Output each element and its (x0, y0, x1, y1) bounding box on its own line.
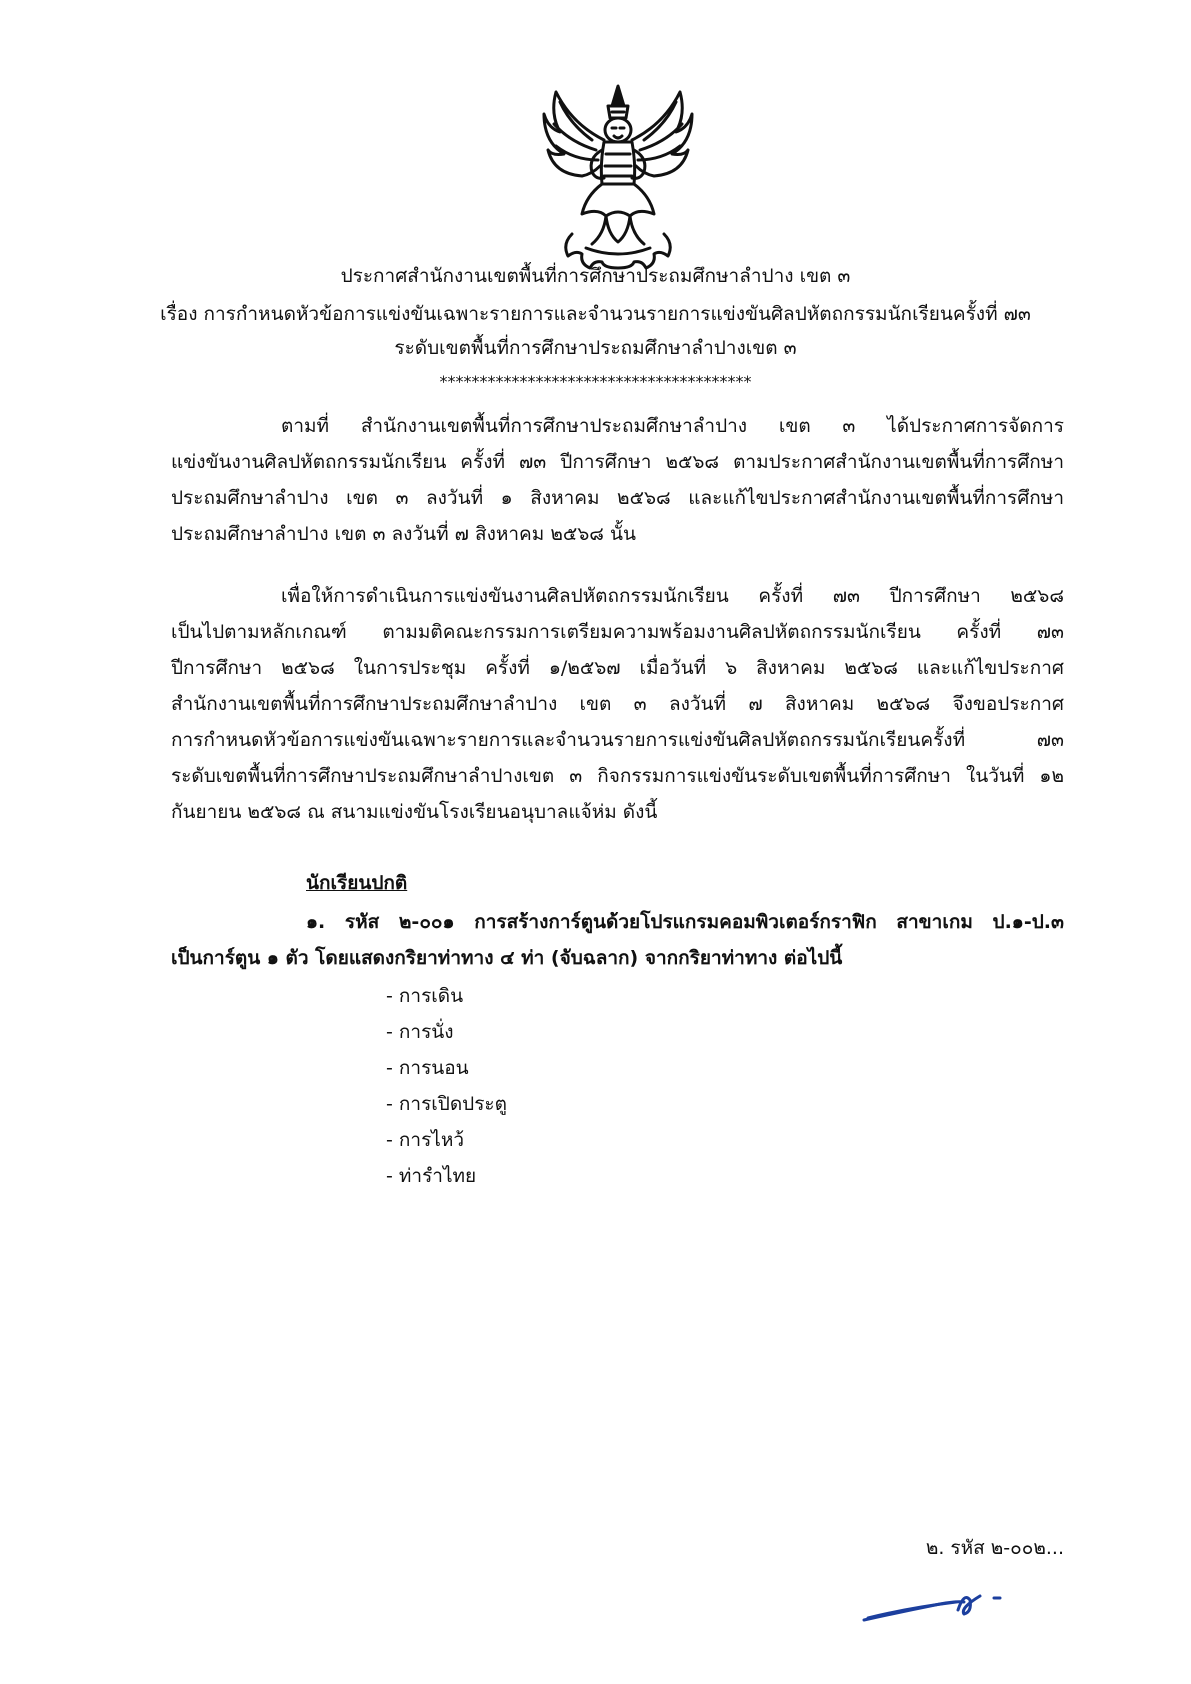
section-heading: นักเรียนปกติ (306, 872, 408, 894)
paragraph-line: ประถมศึกษาลำปาง เขต ๓ ลงวันที่ ๗ สิงหาคม ๒๕๖๘ นั้น (171, 523, 636, 545)
garuda-emblem-icon (542, 84, 694, 270)
paragraph-background (171, 408, 1064, 552)
list-item: - การเดิน (386, 985, 464, 1007)
paragraph-line: ตามที่ สำนักงานเขตพื้นที่การศึกษาประถมศึกษาลำปาง เขต ๓ ได้ประกาศการจัดการ (281, 415, 1064, 437)
item-heading-line: ๑. รหัส ๒-๐๐๑ การสร้างการ์ตูนด้วยโปรแกรมคอมพิวเตอร์กราฟิก สาขาเกม ป.๑-ป.๓ (306, 911, 1064, 933)
paragraph-line: ระดับเขตพื้นที่การศึกษาประถมศึกษาลำปางเขต ๓ กิจกรรมการแข่งขันระดับเขตพื้นที่การศึกษา ในวันที่ ๑๒ (171, 765, 1064, 787)
announcement-subject: เรื่อง การกำหนดหัวข้อการแข่งขันเฉพาะรายการและจำนวนรายการแข่งขันศิลปหัตถกรรมนักเรียนครั้งที่ ๗๓ (160, 303, 1031, 325)
paragraph-line: ประถมศึกษาลำปาง เขต ๓ ลงวันที่ ๑ สิงหาคม ๒๕๖๘ และแก้ไขประกาศสำนักงานเขตพื้นที่การศึกษา (171, 487, 1064, 509)
paragraph-line: สำนักงานเขตพื้นที่การศึกษาประถมศึกษาลำปาง เขต ๓ ลงวันที่ ๗ สิงหาคม ๒๕๖๘ จึงขอประกาศ (171, 693, 1064, 715)
paragraph-line: แข่งขันงานศิลปหัตถกรรมนักเรียน ครั้งที่ ๗๓ ปีการศึกษา ๒๕๖๘ ตามประกาศสำนักงานเขตพื้นที่การศึกษา (171, 451, 1064, 473)
paragraph-line: การกำหนดหัวข้อการแข่งขันเฉพาะรายการและจำนวนรายการแข่งขันศิลปหัตถกรรมนักเรียนครั้งที่ ๗๓ (171, 729, 1064, 751)
list-item: - ท่ารำไทย (386, 1165, 477, 1187)
pose-list (386, 978, 507, 1194)
paragraph-line: เป็นไปตามหลักเกณฑ์ ตามมติคณะกรรมการเตรียมความพร้อมงานศิลปหัตถกรรมนักเรียน ครั้งที่ ๗๓ (171, 621, 1064, 643)
paragraph-line: เพื่อให้การดำเนินการแข่งขันงานศิลปหัตถกรรมนักเรียน ครั้งที่ ๗๓ ปีการศึกษา ๒๕๖๘ (281, 585, 1064, 607)
continuation-marker: ๒. รหัส ๒-๐๐๒... (925, 1537, 1064, 1559)
list-item: - การนั่ง (386, 1021, 454, 1043)
announcement-subject-line2: ระดับเขตพื้นที่การศึกษาประถมศึกษาลำปางเขต ๓ (394, 337, 797, 359)
list-item: - การเปิดประตู (386, 1093, 507, 1115)
signature-mark-icon (860, 1568, 1030, 1628)
announcement-title: ประกาศสำนักงานเขตพื้นที่การศึกษาประถมศึกษาลำปาง เขต ๓ (340, 265, 851, 287)
asterisk-separator: *************************************** (439, 372, 752, 391)
list-item: - การนอน (386, 1057, 469, 1079)
paragraph-line: ปีการศึกษา ๒๕๖๘ ในการประชุม ครั้งที่ ๑/๒๕๖๗ เมื่อวันที่ ๖ สิงหาคม ๒๕๖๘ และแก้ไขประกาศ (171, 657, 1064, 679)
paragraph-line: กันยายน ๒๕๖๘ ณ สนามแข่งขันโรงเรียนอนุบาลแจ้ห่ม ดังนี้ (171, 801, 658, 823)
item-heading-line: เป็นการ์ตูน ๑ ตัว โดยแสดงกริยาท่าทาง ๔ ท่า (จับฉลาก) จากกริยาท่าทาง ต่อไปนี้ (171, 947, 843, 969)
item-1-heading (171, 904, 1064, 976)
list-item: - การไหว้ (386, 1129, 465, 1151)
paragraph-resolution (171, 578, 1064, 830)
